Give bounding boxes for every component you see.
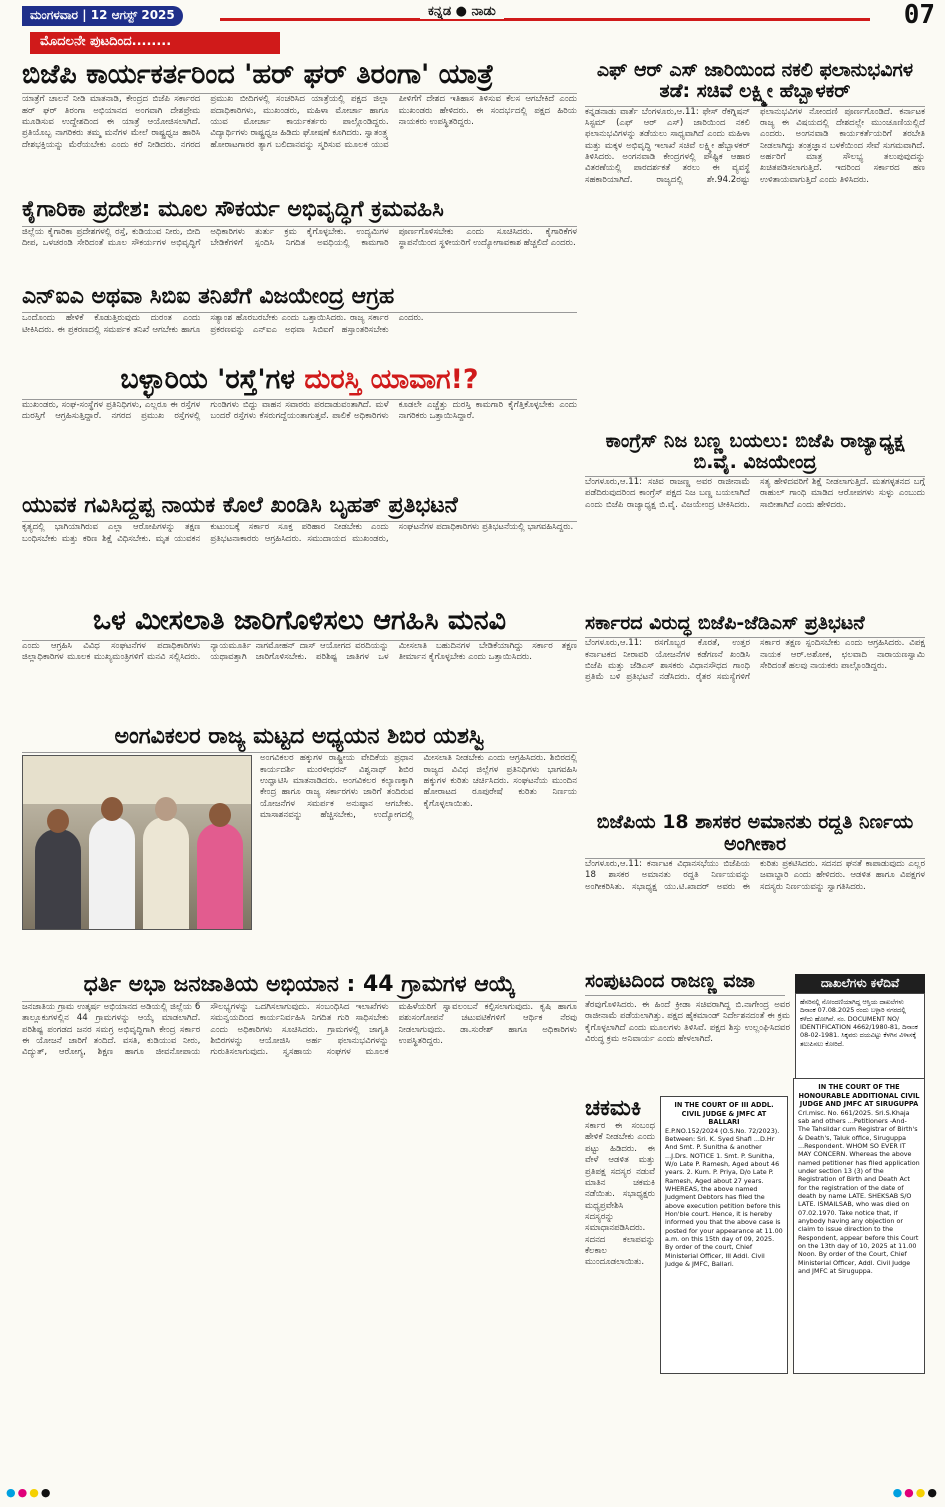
story-headline: ಅಂಗವಿಕಲರ ರಾಜ್ಯ ಮಟ್ಟದ ಅಧ್ಯಯನ ಶಿಬಿರ ಯಶಸ್ವಿ (22, 723, 577, 754)
story-body: ಜಿಲ್ಲೆಯ ಕೈಗಾರಿಕಾ ಪ್ರದೇಶಗಳಲ್ಲಿ ರಸ್ತೆ, ಕುಡಿಯುವ ನೀರು, ಬೀದಿ ದೀಪ, ಒಳಚರಂಡಿ ಸೇರಿದಂತೆ ಮೂಲ ಸೌಕರ್ಯಗಳ ಅಭಿವೃದ್ಧಿಗೆ ಅಧಿಕಾರಿಗಳು ತುರ್ತು ಕ್ರಮ ಕೈಗೊಳ್ಳಬೇಕು. ಉದ್ಯಮಿಗಳ ಬೇಡಿಕೆಗಳಿಗೆ ಸ್ಪಂದಿಸಿ ನಿಗದಿತ ಅವಧಿಯಲ್ಲಿ ಕಾಮಗಾರಿ ಪೂರ್ಣಗೊಳಿಸಬೇಕು ಎಂದು ಸೂಚಿಸಿದರು. ಕೈಗಾರಿಕೆಗಳ ಸ್ಥಾಪನೆಯಿಂದ ಸ್ಥಳೀಯರಿಗೆ ಉದ್ಯೋಗಾವಕಾಶ ಹೆಚ್ಚಲಿದೆ ಎಂದರು. (22, 226, 577, 249)
camp-photo (22, 755, 252, 930)
story-headline: ಧರ್ತಿ ಅಭಾ ಜನಜಾತಿಯ ಅಭಿಯಾನ : 44 ಗ್ರಾಮಗಳ ಆಯ್ಕೆ (22, 971, 577, 1002)
court-notice-ballari (660, 1096, 788, 1374)
page-number: 07 (903, 0, 935, 30)
header-rule (220, 18, 870, 21)
story-18-mla-suspension (585, 810, 925, 965)
story-body: ಎಂದು ಆಗ್ರಹಿಸಿ ವಿವಿಧ ಸಂಘಟನೆಗಳ ಪದಾಧಿಕಾರಿಗಳು ಜಿಲ್ಲಾಧಿಕಾರಿಗಳ ಮೂಲಕ ಮುಖ್ಯಮಂತ್ರಿಗಳಿಗೆ ಮನವಿ ಸಲ್ಲಿಸಿದರು. ನ್ಯಾಯಮೂರ್ತಿ ನಾಗಮೋಹನ್ ದಾಸ್ ಆಯೋಗದ ವರದಿಯನ್ನು ಯಥಾವತ್ತಾಗಿ ಜಾರಿಗೊಳಿಸಬೇಕು. ಪರಿಶಿಷ್ಟ ಜಾತಿಗಳ ಒಳ ಮೀಸಲಾತಿ ಬಹುದಿನಗಳ ಬೇಡಿಕೆಯಾಗಿದ್ದು ಸರ್ಕಾರ ತಕ್ಷಣ ತೀರ್ಮಾನ ಕೈಗೊಳ್ಳಬೇಕು ಎಂದು ಒತ್ತಾಯಿಸಿದರು. (22, 640, 577, 662)
photo-person (89, 817, 135, 929)
chakamaki-box (585, 1096, 655, 1381)
court-notice-body: E.P.NO.152/2024 (O.S.No. 72/2023). Between: Sri. K. Syed Shafi ...D.Hr And Smt. P. Sunitha & another ...J.Drs. NOTICE 1. Smt. P. Sunitha, W/o Late P. Ramesh, Aged about 46 years. 2. Kum. P. Priya, D/o Late P. Ramesh, Aged about 27 years. WHEREAS, the above named Judgment Debtors has filed the above execution petition before this Hon'ble court. Hence, it is hereby informed you that the above case is posted for your appearance at 11.00 a.m. on this 15th day of 09, 2025. By order of the court, Chief Ministerial Officer, III Addl. Civil Judge & JMFC, Ballari. (665, 1126, 783, 1269)
story-headline: ಬಿಜೆಪಿಯ 18 ಶಾಸಕರ ಅಮಾನತು ರದ್ದತಿ ನಿರ್ಣಯ ಅಂಗೀಕಾರ (585, 810, 925, 859)
photo-person (197, 823, 243, 929)
chakamaki-headline: ಚಕಮಕಿ (585, 1096, 642, 1122)
lost-documents-notice: ಹೆಸರಿನಲ್ಲಿ ನೋಂದಣಿಯಾಗಿದ್ದ ಆಸ್ತಿಯ ದಾಖಲೆಗಳು ದಿನಾಂಕ 07.08.2025 ರಂದು ಬಳ್ಳಾರಿ ನಗರದಲ್ಲಿ ಕಳೆದು ಹೋಗಿವೆ. ನಂ. DOCUMENT NO/ IDENTIFICATION 4662/1980-81, ದಿನಾಂಕ 08-02-1981. ಸಿಕ್ಕವರು ದಯವಿಟ್ಟು ಕೆಳಗಿನ ವಿಳಾಸಕ್ಕೆ ತಲುಪಿಸಲು ಕೋರಿದೆ. (795, 993, 925, 1093)
story-body: ಮುಖಂಡರು, ಸಂಘ-ಸಂಸ್ಥೆಗಳ ಪ್ರತಿನಿಧಿಗಳು, ಎಲ್ಲರೂ ಈ ರಸ್ತೆಗಳ ದುರಸ್ತಿಗೆ ಆಗ್ರಹಿಸುತ್ತಿದ್ದಾರೆ. ನಗರದ ಪ್ರಮುಖ ರಸ್ತೆಗಳಲ್ಲಿ ಗುಂಡಿಗಳು ಬಿದ್ದು ವಾಹನ ಸವಾರರು ಪರದಾಡುವಂತಾಗಿದೆ. ಮಳೆ ಬಂದರೆ ರಸ್ತೆಗಳು ಕೆಸರುಗದ್ದೆಯಂತಾಗುತ್ತವೆ. ಪಾಲಿಕೆ ಅಧಿಕಾರಿಗಳು ಕೂಡಲೇ ಎಚ್ಚೆತ್ತು ದುರಸ್ತಿ ಕಾಮಗಾರಿ ಕೈಗೆತ್ತಿಕೊಳ್ಳಬೇಕು ಎಂದು ನಾಗರಿಕರು ಒತ್ತಾಯಿಸಿದ್ದಾರೆ. (22, 399, 577, 422)
story-dharti-aba (22, 971, 577, 1292)
story-disabled-camp (22, 723, 577, 968)
headline-part: ಬಳ್ಳಾರಿಯ 'ರಸ್ತೆ'ಗಳ (120, 364, 305, 396)
story-body: ಬೆಂಗಳೂರು,ಆ.11: ಕರ್ನಾಟಕ ವಿಧಾನಸಭೆಯು ಬಿಜೆಪಿಯ 18 ಶಾಸಕರ ಅಮಾನತು ರದ್ದತಿ ನಿರ್ಣಯವನ್ನು ಅಂಗೀಕರಿಸಿತು. ಸಭಾಧ್ಯಕ್ಷ ಯು.ಟಿ.ಖಾದರ್ ಅವರು ಈ ಕುರಿತು ಪ್ರಕಟಿಸಿದರು. ಸದನದ ಘನತೆ ಕಾಪಾಡುವುದು ಎಲ್ಲರ ಜವಾಬ್ದಾರಿ ಎಂದು ಹೇಳಿದರು. ಆಡಳಿತ ಹಾಗೂ ವಿಪಕ್ಷಗಳ ಸದಸ್ಯರು ನಿರ್ಣಯವನ್ನು ಸ್ವಾಗತಿಸಿದರು. (585, 858, 925, 892)
photo-person (143, 817, 189, 929)
section-tag: ಮೊದಲನೇ ಪುಟದಿಂದ........ (30, 32, 280, 54)
court-notice-siruguppa (793, 1078, 925, 1374)
side-column (585, 58, 925, 1382)
story-internal-reservation (22, 604, 577, 718)
story-body: ಬೆಂಗಳೂರು,ಆ.11: ರಸಗೊಬ್ಬರ ಕೊರತೆ, ಉತ್ತರ ಕರ್ನಾಟಕದ ನೀರಾವರಿ ಯೋಜನೆಗಳ ಕಡೆಗಣನೆ ಖಂಡಿಸಿ ಬಿಜೆಪಿ ಮತ್ತು ಜೆಡಿಎಸ್ ಶಾಸಕರು ವಿಧಾನಸೌಧದ ಗಾಂಧಿ ಪ್ರತಿಮೆ ಬಳಿ ಪ್ರತಿಭಟನೆ ನಡೆಸಿದರು. ರೈತರ ಸಮಸ್ಯೆಗಳಿಗೆ ಸರ್ಕಾರ ತಕ್ಷಣ ಸ್ಪಂದಿಸಬೇಕು ಎಂದು ಆಗ್ರಹಿಸಿದರು. ವಿಪಕ್ಷ ನಾಯಕ ಆರ್.ಅಶೋಕ, ಛಲವಾದಿ ನಾರಾಯಣಸ್ವಾಮಿ ಸೇರಿದಂತೆ ಹಲವು ನಾಯಕರು ಪಾಲ್ಗೊಂಡಿದ್ದರು. (585, 638, 925, 683)
story-headline: ಒಳ ಮೀಸಲಾತಿ ಜಾರಿಗೊಳಿಸಲು ಆಗಹಿಸಿ ಮನವಿ (22, 604, 577, 640)
photo-person (35, 829, 81, 929)
notices-heading: ದಾಖಲೆಗಳು ಕಳೆದಿವೆ (795, 974, 925, 993)
story-body: ಕನ್ನಡನಾಡು ವಾರ್ತೆ ಬೆಂಗಳೂರು,ಆ.11: ಫೇಸ್ ರೆಕಗ್ನಿಷನ್ ಸಿಸ್ಟಮ್ (ಎಫ್ ಆರ್ ಎಸ್) ಜಾರಿಯಿಂದ ನಕಲಿ ಫಲಾನುಭವಿಗಳನ್ನು ತಡೆಯಲು ಸಾಧ್ಯವಾಗಿದೆ ಎಂದು ಮಹಿಳಾ ಮತ್ತು ಮಕ್ಕಳ ಅಭಿವೃದ್ಧಿ ಇಲಾಖೆ ಸಚಿವೆ ಲಕ್ಷ್ಮೀ ಹೆಬ್ಬಾಳಕರ್ ತಿಳಿಸಿದರು. ಅಂಗನವಾಡಿ ಕೇಂದ್ರಗಳಲ್ಲಿ ಪೌಷ್ಟಿಕ ಆಹಾರ ವಿತರಣೆಯಲ್ಲಿ ಪಾರದರ್ಶಕತೆ ತರಲು ಈ ವ್ಯವಸ್ಥೆ ಸಹಕಾರಿಯಾಗಿದೆ. ರಾಜ್ಯದಲ್ಲಿ ಶೇ.94.2ರಷ್ಟು ಫಲಾನುಭವಿಗಳ ನೋಂದಣಿ ಪೂರ್ಣಗೊಂಡಿದೆ. ಕರ್ನಾಟಕ ರಾಜ್ಯ ಈ ವಿಷಯದಲ್ಲಿ ದೇಶದಲ್ಲೇ ಮುಂಚೂಣಿಯಲ್ಲಿದೆ ಎಂದರು. ಅಂಗನವಾಡಿ ಕಾರ್ಯಕರ್ತೆಯರಿಗೆ ತರಬೇತಿ ನೀಡಲಾಗಿದ್ದು ತಂತ್ರಜ್ಞಾನ ಬಳಕೆಯಿಂದ ಸೇವೆ ಸುಗಮವಾಗಿದೆ. ಅರ್ಹರಿಗೆ ಮಾತ್ರ ಸೌಲಭ್ಯ ತಲುಪುವುದನ್ನು ಖಚಿತಪಡಿಸಲಾಗುತ್ತಿದೆ. ಇದರಿಂದ ಸರ್ಕಾರದ ಹಣ ಉಳಿತಾಯವಾಗುತ್ತಿದೆ ಎಂದು ತಿಳಿಸಿದರು. (585, 106, 925, 185)
story-body: ಒಂದೊಂದು ಹೇಳಿಕೆ ಕೊಡುತ್ತಿರುವುದು ದುರಂತ ಎಂದು ಟೀಕಿಸಿದರು. ಈ ಪ್ರಕರಣದಲ್ಲಿ ಸಮರ್ಪಕ ತನಿಖೆ ಆಗಬೇಕು ಹಾಗೂ ಸತ್ಯಾಂಶ ಹೊರಬರಬೇಕು ಎಂದು ಒತ್ತಾಯಿಸಿದರು. ರಾಜ್ಯ ಸರ್ಕಾರ ಪ್ರಕರಣವನ್ನು ಎನ್‌ಐಎ ಅಥವಾ ಸಿಬಿಐಗೆ ಹಸ್ತಾಂತರಿಸಬೇಕು ಎಂದರು. (22, 313, 424, 335)
headline-accent: ದುರಸ್ತಿ ಯಾವಾಗ!? (304, 364, 479, 396)
story-congress-true-colours (585, 429, 925, 608)
story-headline (22, 363, 577, 399)
story-youth-murder-protest (22, 492, 577, 601)
story-body: ಕೃತ್ಯದಲ್ಲಿ ಭಾಗಿಯಾಗಿರುವ ಎಲ್ಲಾ ಆರೋಪಿಗಳನ್ನು ತಕ್ಷಣ ಬಂಧಿಸಬೇಕು ಮತ್ತು ಕಠಿಣ ಶಿಕ್ಷೆ ವಿಧಿಸಬೇಕು. ಮೃತ ಯುವಕನ ಕುಟುಂಬಕ್ಕೆ ಸರ್ಕಾರ ಸೂಕ್ತ ಪರಿಹಾರ ನೀಡಬೇಕು ಎಂದು ಪ್ರತಿಭಟನಾಕಾರರು ಆಗ್ರಹಿಸಿದರು. ಸಮುದಾಯದ ಮುಖಂಡರು, ಸಂಘಟನೆಗಳ ಪದಾಧಿಕಾರಿಗಳು ಪ್ರತಿಭಟನೆಯಲ್ಲಿ ಭಾಗವಹಿಸಿದ್ದರು. (22, 522, 574, 544)
court-notice-body: Crl.misc. No. 661/2025. Sri.S.Khaja sab and others ...Petitioners -And- The Tahsildar cum Registrar of Birth's & Death's, Taluk office, Siruguppa ...Respondent. WHOM SO EVER IT MAY CONCERN. Whereas the above named petitioner has filed application under section 13 (3) of the Registration of Birth and Death Act for the registration of the date of death by name LATE. SHEKSAB S/O LATE. ISMAILSAB, who was died on 07.02.1970. Take notice that, if anybody having any objection or claim to issue direction to the Respondent, appear before this Court on the 13th day of 10, 2025 at 11.00 Noon. By order of the Court, Chief Ministerial Officer, Addl. Civil Judge and JMFC at Siruguppa. (798, 1108, 920, 1276)
lost-documents-box (795, 974, 925, 1093)
story-bjp-jds-protest (585, 611, 925, 806)
story-body: ಯಾತ್ರೆಗೆ ಚಾಲನೆ ನೀಡಿ ಮಾತನಾಡಿ, ಕೇಂದ್ರದ ಬಿಜೆಪಿ ಸರ್ಕಾರದ ಹರ್ ಘರ್ ತಿರಂಗಾ ಅಭಿಯಾನದ ಅಂಗವಾಗಿ ದೇಶಪ್ರೇಮ ಮೂಡಿಸುವ ಉದ್ದೇಶದಿಂದ ಈ ಯಾತ್ರೆ ಆಯೋಜಿಸಲಾಗಿದೆ. ಪ್ರತಿಯೊಬ್ಬ ನಾಗರಿಕರು ತಮ್ಮ ಮನೆಗಳ ಮೇಲೆ ರಾಷ್ಟ್ರಧ್ವಜ ಹಾರಿಸಿ ದೇಶಭಕ್ತಿಯನ್ನು ಮೆರೆಯಬೇಕು ಎಂದು ಕರೆ ನೀಡಿದರು. ನಗರದ ಪ್ರಮುಖ ಬೀದಿಗಳಲ್ಲಿ ಸಂಚರಿಸಿದ ಯಾತ್ರೆಯಲ್ಲಿ ಪಕ್ಷದ ಜಿಲ್ಲಾ ಪದಾಧಿಕಾರಿಗಳು, ಮುಖಂಡರು, ಮಹಿಳಾ ಮೋರ್ಚಾ ಹಾಗೂ ಯುವ ಮೋರ್ಚಾ ಕಾರ್ಯಕರ್ತರು ಪಾಲ್ಗೊಂಡಿದ್ದರು. ವಿದ್ಯಾರ್ಥಿಗಳು ರಾಷ್ಟ್ರಧ್ವಜ ಹಿಡಿದು ಘೋಷಣೆ ಕೂಗಿದರು. ಸ್ವಾತಂತ್ರ್ಯ ಹೋರಾಟಗಾರರ ತ್ಯಾಗ ಬಲಿದಾನವನ್ನು ಸ್ಮರಿಸುವ ಮೂಲಕ ಯುವ ಪೀಳಿಗೆಗೆ ದೇಶದ ಇತಿಹಾಸ ತಿಳಿಸುವ ಕೆಲಸ ಆಗಬೇಕಿದೆ ಎಂದು ಮುಖಂಡರು ಹೇಳಿದರು. ಈ ಸಂದರ್ಭದಲ್ಲಿ ಪಕ್ಷದ ಹಿರಿಯ ನಾಯಕರು ಉಪಸ್ಥಿತರಿದ್ದರು. (22, 94, 577, 150)
story-nia-cbi (22, 283, 577, 360)
story-frs-hebbalkar (585, 58, 925, 425)
page-header (0, 0, 945, 30)
story-body: ತೆರವುಗೊಳಿಸಿದರು. ಈ ಹಿಂದೆ ಕ್ರೀಡಾ ಸಚಿವರಾಗಿದ್ದ ಬಿ.ನಾಗೇಂದ್ರ ಅವರ ರಾಜೀನಾಮೆ ಪಡೆಯಲಾಗಿತ್ತು. ಪಕ್ಷದ ಹೈಕಮಾಂಡ್ ನಿರ್ದೇಶನದಂತೆ ಈ ಕ್ರಮ ಕೈಗೊಳ್ಳಲಾಗಿದೆ ಎಂದು ಮೂಲಗಳು ತಿಳಿಸಿವೆ. ಪಕ್ಷದ ಶಿಸ್ತು ಉಲ್ಲಂಘಿಸಿದವರ ವಿರುದ್ಧ ಕ್ರಮ ಅನಿವಾರ್ಯ ಎಂದು ಹೇಳಲಾಗಿದೆ. (585, 1000, 790, 1045)
main-column (22, 58, 577, 1296)
story-ballari-roads (22, 363, 577, 487)
registration-marks-right: ●●●● (892, 1486, 939, 1499)
story-headline: ಬಿಜೆಪಿ ಕಾರ್ಯಕರ್ತರಿಂದ 'ಹರ್ ಘರ್ ತಿರಂಗಾ' ಯಾತ್ರೆ (22, 58, 577, 94)
story-headline: ಯುವಕ ಗವಿಸಿದ್ದಪ್ಪ ನಾಯಕ ಕೊಲೆ ಖಂಡಿಸಿ ಬೃಹತ್ ಪ್ರತಿಭಟನೆ (22, 492, 577, 523)
story-headline: ಸಂಪುಟದಿಂದ ರಾಜಣ್ಣ ವಜಾ (585, 969, 785, 996)
story-content (22, 753, 577, 967)
story-headline: ಕೈಗಾರಿಕಾ ಪ್ರದೇಶ: ಮೂಲ ಸೌಕರ್ಯ ಅಭಿವೃದ್ಧಿಗೆ ಕ್ರಮವಹಿಸಿ (22, 196, 577, 227)
story-industrial-area (22, 196, 577, 279)
court-notice-heading: IN THE COURT OF III ADDL. CIVIL JUDGE & JMFC AT BALLARI (674, 1101, 774, 1127)
story-har-ghar-tiranga (22, 58, 577, 192)
chakamaki-body: ಸರ್ಕಾರ ಈ ಸಂಬಂಧ ಹೇಳಿಕೆ ನೀಡಬೇಕು ಎಂದು ಪಟ್ಟು ಹಿಡಿದರು. ಈ ವೇಳೆ ಆಡಳಿತ ಮತ್ತು ಪ್ರತಿಪಕ್ಷ ಸದಸ್ಯರ ನಡುವೆ ಮಾತಿನ ಚಕಮಕಿ ನಡೆಯಿತು. ಸಭಾಧ್ಯಕ್ಷರು ಮಧ್ಯಪ್ರವೇಶಿಸಿ ಸದಸ್ಯರನ್ನು ಸಮಾಧಾನಪಡಿಸಿದರು. ಸದನದ ಕಲಾಪವನ್ನು ಕೆಲಕಾಲ ಮುಂದೂಡಲಾಯಿತು. (585, 1121, 655, 1268)
story-headline: ಕಾಂಗ್ರೆಸ್ ನಿಜ ಬಣ್ಣ ಬಯಲು: ಬಿಜೆಪಿ ರಾಜ್ಯಾಧ್ಯಕ್ಷ ಬಿ.ವೈ. ವಿಜಯೇಂದ್ರ (585, 429, 925, 478)
story-body: ಜನಜಾತಿಯ ಗ್ರಾಮ ಉತ್ಕರ್ಷ ಅಭಿಯಾನದ ಅಡಿಯಲ್ಲಿ ಜಿಲ್ಲೆಯ 6 ತಾಲ್ಲೂಕುಗಳಲ್ಲಿನ 44 ಗ್ರಾಮಗಳನ್ನು ಆಯ್ಕೆ ಮಾಡಲಾಗಿದೆ. ಪರಿಶಿಷ್ಟ ಪಂಗಡದ ಜನರ ಸಮಗ್ರ ಅಭಿವೃದ್ಧಿಗಾಗಿ ಕೇಂದ್ರ ಸರ್ಕಾರ ಈ ಯೋಜನೆ ಜಾರಿಗೆ ತಂದಿದೆ. ವಸತಿ, ಕುಡಿಯುವ ನೀರು, ವಿದ್ಯುತ್, ಆರೋಗ್ಯ, ಶಿಕ್ಷಣ ಹಾಗೂ ಜೀವನೋಪಾಯ ಸೌಲಭ್ಯಗಳನ್ನು ಒದಗಿಸಲಾಗುವುದು. ಸಂಬಂಧಿಸಿದ ಇಲಾಖೆಗಳು ಸಮನ್ವಯದಿಂದ ಕಾರ್ಯನಿರ್ವಹಿಸಿ ನಿಗದಿತ ಗುರಿ ಸಾಧಿಸಬೇಕು ಎಂದು ಅಧಿಕಾರಿಗಳು ಸೂಚಿಸಿದರು. ಗ್ರಾಮಗಳಲ್ಲಿ ಜಾಗೃತಿ ಶಿಬಿರಗಳನ್ನು ಆಯೋಜಿಸಿ ಅರ್ಹ ಫಲಾನುಭವಿಗಳನ್ನು ಗುರುತಿಸಲಾಗುವುದು. ಸ್ವಸಹಾಯ ಸಂಘಗಳ ಮೂಲಕ ಮಹಿಳೆಯರಿಗೆ ಸ್ವಾವಲಂಬನೆ ಕಲ್ಪಿಸಲಾಗುವುದು. ಕೃಷಿ ಹಾಗೂ ಪಶುಸಂಗೋಪನೆ ಚಟುವಟಿಕೆಗಳಿಗೆ ಆರ್ಥಿಕ ನೆರವು ನೀಡಲಾಗುವುದು. ಡಾ.ಸುರೇಶ್ ಹಾಗೂ ಅಧಿಕಾರಿಗಳು ಉಪಸ್ಥಿತರಿದ್ದರು. (22, 1001, 577, 1058)
masthead: ಕನ್ನಡ ● ನಾಡು (420, 4, 504, 19)
court-notice-heading: IN THE COURT OF THE HONOURABLE ADDITIONAL CIVIL JUDGE AND JMFC AT SIRUGUPPA (798, 1083, 920, 1109)
story-headline: ಎನ್‌ಐಎ ಅಥವಾ ಸಿಬಿಐ ತನಿಖೆಗೆ ವಿಜಯೇಂದ್ರ ಆಗ್ರಹ (22, 283, 577, 314)
story-headline: ಎಫ್ ಆರ್ ಎಸ್ ಜಾರಿಯಿಂದ ನಕಲಿ ಫಲಾನುಭವಿಗಳ ತಡೆ: ಸಚಿವೆ ಲಕ್ಷ್ಮೀ ಹೆಬ್ಬಾಳಕರ್ (585, 58, 925, 107)
story-body: ಅಂಗವಿಕಲರ ಹಕ್ಕುಗಳ ರಾಷ್ಟ್ರೀಯ ವೇದಿಕೆಯ ಪ್ರಧಾನ ಕಾರ್ಯದರ್ಶಿ ಮುರಳೀಧರನ್ ವಿಶ್ವನಾಥ್ ಶಿಬಿರ ಉದ್ಘಾಟಿಸಿ ಮಾತನಾಡಿದರು. ಅಂಗವಿಕಲರ ಕಲ್ಯಾಣಕ್ಕಾಗಿ ಕೇಂದ್ರ ಹಾಗೂ ರಾಜ್ಯ ಸರ್ಕಾರಗಳು ಜಾರಿಗೆ ತಂದಿರುವ ಯೋಜನೆಗಳ ಸಮರ್ಪಕ ಅನುಷ್ಠಾನ ಆಗಬೇಕು. ಮಾಸಾಶನವನ್ನು ಹೆಚ್ಚಿಸಬೇಕು, ಉದ್ಯೋಗದಲ್ಲಿ ಮೀಸಲಾತಿ ನೀಡಬೇಕು ಎಂದು ಆಗ್ರಹಿಸಿದರು. ಶಿಬಿರದಲ್ಲಿ ರಾಜ್ಯದ ವಿವಿಧ ಜಿಲ್ಲೆಗಳ ಪ್ರತಿನಿಧಿಗಳು ಭಾಗವಹಿಸಿ ಹಕ್ಕುಗಳ ಕುರಿತು ಚರ್ಚಿಸಿದರು. ಸಂಘಟನೆಯ ಮುಂದಿನ ಹೋರಾಟದ ರೂಪುರೇಷೆ ಕುರಿತು ನಿರ್ಣಯ ಕೈಗೊಳ್ಳಲಾಯಿತು. (260, 753, 577, 820)
issue-date: ಮಂಗಳವಾರ | 12 ಆಗಸ್ಟ್ 2025 (22, 6, 183, 26)
story-body: ಬೆಂಗಳೂರು,ಆ.11: ಸಚಿವ ರಾಜಣ್ಣ ಅವರ ರಾಜೀನಾಮೆ ಪಡೆದಿರುವುದರಿಂದ ಕಾಂಗ್ರೆಸ್ ಪಕ್ಷದ ನಿಜ ಬಣ್ಣ ಬಯಲಾಗಿದೆ ಎಂದು ಬಿಜೆಪಿ ರಾಜ್ಯಾಧ್ಯಕ್ಷ ಬಿ.ವೈ. ವಿಜಯೇಂದ್ರ ಟೀಕಿಸಿದರು. ಸತ್ಯ ಹೇಳಿದವರಿಗೆ ಶಿಕ್ಷೆ ನೀಡಲಾಗುತ್ತಿದೆ. ಮತಗಳ್ಳತನದ ಬಗ್ಗೆ ರಾಹುಲ್ ಗಾಂಧಿ ಮಾಡಿದ ಆರೋಪಗಳು ಸುಳ್ಳು ಎಂಬುದು ಸಾಬೀತಾಗಿದೆ ಎಂದು ಹೇಳಿದರು. (585, 477, 925, 510)
story-headline: ಸರ್ಕಾರದ ವಿರುದ್ಧ ಬಿಜೆಪಿ-ಜೆಡಿಎಸ್ ಪ್ರತಿಭಟನೆ (585, 611, 925, 638)
photo-banner (23, 756, 251, 804)
registration-marks-left: ●●●● (6, 1486, 53, 1499)
